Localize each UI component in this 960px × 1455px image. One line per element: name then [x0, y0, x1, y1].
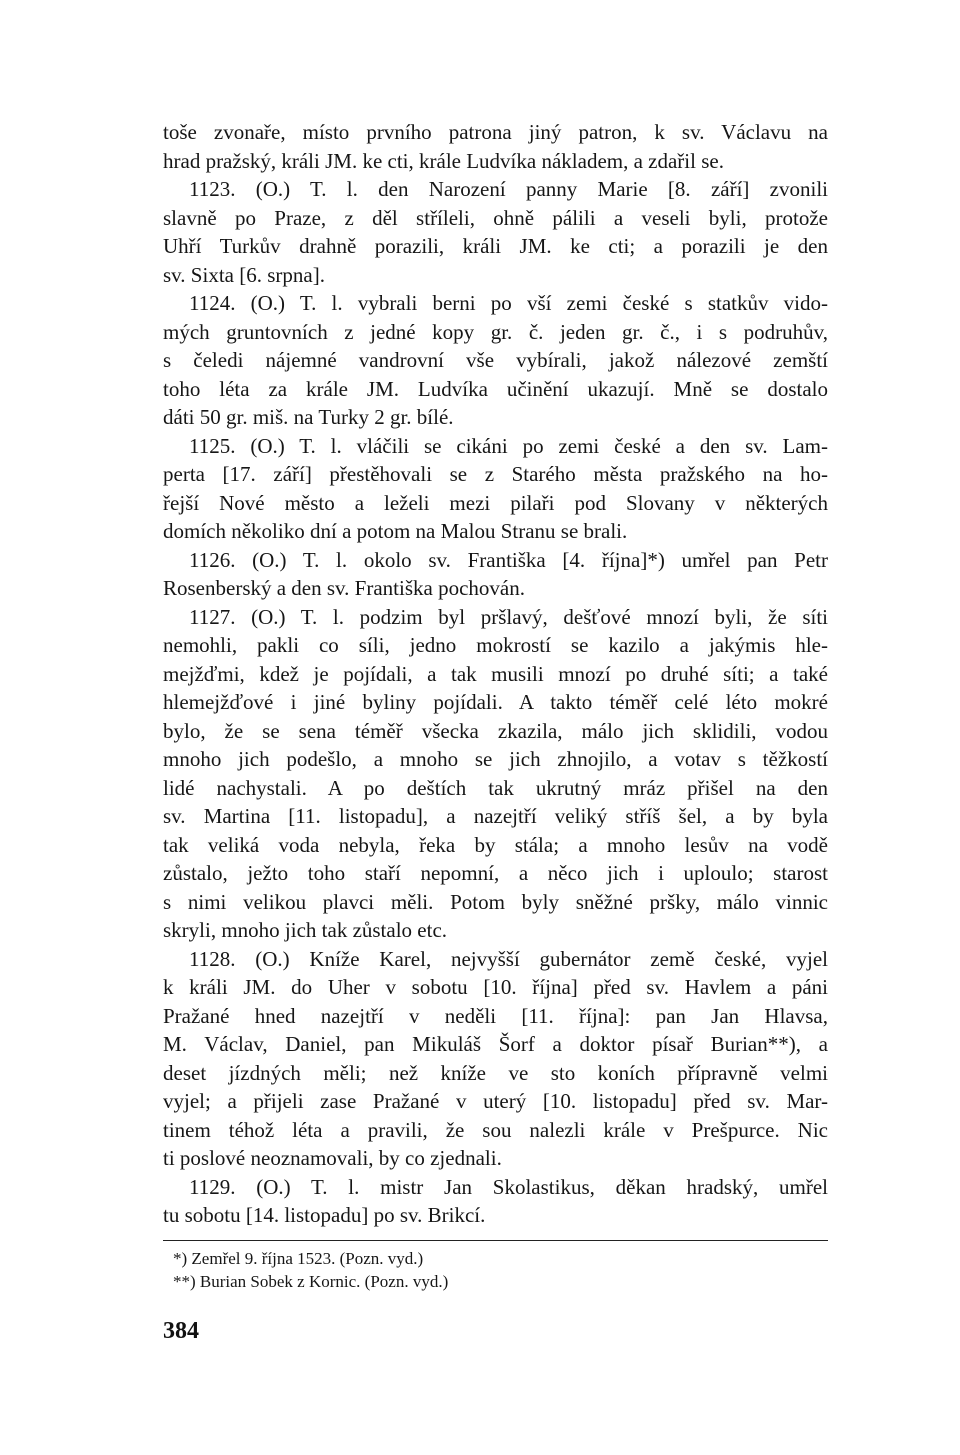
footnote: *) Zemřel 9. října 1523. (Pozn. vyd.) — [173, 1248, 424, 1268]
text-line: Pražané hned nazejtří v neděli [11. října]: pan Jan Hlavsa, — [163, 1003, 828, 1028]
page-number: 384 — [163, 1318, 199, 1344]
text-line: perta [17. září] přestěhovali se z Starého města pražského na ho- — [163, 462, 828, 486]
text-line: k králi JM. do Uher v sobotu [10. října] před sv. Havlem a páni — [163, 975, 828, 999]
page-body — [163, 118, 828, 1293]
text-line: 1125. (O.) T. l. vláčili se cikáni po zemi české a den sv. Lam- — [189, 433, 828, 458]
text-line: M. Václav, Daniel, pan Mikuláš Šorf a doktor písař Burian**), a — [163, 1032, 828, 1056]
text-body — [163, 118, 828, 1230]
text-line: sv. Sixta [6. srpna]. — [163, 262, 325, 287]
text-line: tu sobotu [14. listopadu] po sv. Brikcí. — [163, 1203, 486, 1227]
text-line: dáti 50 gr. miš. na Turky 2 gr. bílé. — [163, 405, 454, 429]
footnote-rule — [163, 1240, 828, 1241]
text-line: bylo, že se sena téměř všecka zkazila, málo jich sklidili, vodou — [163, 718, 828, 743]
text-line: zůstalo, ježto toho staří nepomní, a něco jich i uploulo; starost — [163, 861, 828, 885]
text-line: řejší Nové město a leželi mezi pilaři pod Slovany v některých — [163, 490, 828, 515]
text-line: vyjel; a přijeli zase Pražané v uterý [10. listopadu] před sv. Mar- — [163, 1089, 828, 1113]
text-line: 1123. (O.) T. l. den Narození panny Marie [8. září] zvonili — [189, 177, 828, 201]
text-line: tinem téhož léta a pravili, že sou nalezli krále v Prešpurce. Nic — [163, 1117, 828, 1142]
text-line: sv. Martina [11. listopadu], a nazejtří veliký stříš šel, a by byla — [163, 804, 828, 828]
text-line: Uhří Turkův drahně porazili, králi JM. ke cti; a porazili je den — [163, 234, 828, 258]
footnotes — [163, 1247, 828, 1293]
text-line: 1127. (O.) T. l. podzim byl pršlavý, dešťové mnozí byli, že síti — [189, 604, 828, 629]
text-line: mejžďmi, kdež je pojídali, a tak musili mnozí po druhé síti; a také — [163, 661, 828, 686]
text-line: 1126. (O.) T. l. okolo sv. Františka [4. října]*) umřel pan Petr — [189, 547, 828, 572]
text-line: skryli, mnoho jich tak zůstalo etc. — [163, 918, 448, 942]
text-line: hlemejžďové i jiné byliny pojídali. A takto téměř celé léto mokré — [163, 690, 828, 714]
text-line: 1129. (O.) T. l. mistr Jan Skolastikus, děkan hradský, umřel — [189, 1174, 828, 1199]
text-line: mnoho jich podešlo, a mnoho se jich zhnojilo, a votav s těžkostí — [163, 747, 828, 771]
text-line: slavně po Praze, z děl stříleli, ohně pálili a veseli byli, protože — [163, 205, 828, 230]
text-line: Rosenberský a den sv. Františka pochován. — [163, 576, 525, 600]
text-line: hrad pražský, králi JM. ke cti, krále Ludvíka nákladem, a zdařil se. — [163, 148, 724, 173]
text-line: lidé nachystali. A po deštích tak ukrutný mráz přišel na den — [163, 775, 828, 800]
text-line: tak veliká voda nebyla, řeka by stála; a mnoho lesův na vodě — [163, 832, 828, 857]
text-line: domích několiko dní a potom na Malou Stranu se brali. — [163, 519, 628, 543]
text-line: ti poslové neoznamovali, by co zjednali. — [163, 1146, 502, 1170]
text-line: toho léta za krále JM. Ludvíka učinění ukazují. Mně se dostalo — [163, 376, 828, 401]
text-line: 1124. (O.) T. l. vybrali berni po vší zemi české s statkův vido- — [189, 291, 828, 315]
text-line: 1128. (O.) Kníže Karel, nejvyšší gubernátor země české, vyjel — [189, 946, 828, 971]
footnote: **) Burian Sobek z Kornic. (Pozn. vyd.) — [173, 1271, 449, 1291]
text-line: s nimi velikou plavci měli. Potom byly sněžné pršky, málo vinnic — [163, 889, 828, 914]
text-line: nemohli, pakli co síli, jedno mokrostí se kazilo a jakýmis hle- — [163, 633, 828, 657]
text-line: mých gruntovních z jedné kopy gr. č. jeden gr. č., i s podruhův, — [163, 319, 828, 344]
text-line: deset jízdných měli; než kníže ve sto koních přípravně velmi — [163, 1060, 828, 1085]
text-line: toše zvonaře, místo prvního patrona jiný patron, k sv. Václavu na — [163, 120, 828, 144]
text-line: s čeledi nájemné vandrovní vše vybírali, jakož nálezové zemští — [163, 348, 828, 372]
